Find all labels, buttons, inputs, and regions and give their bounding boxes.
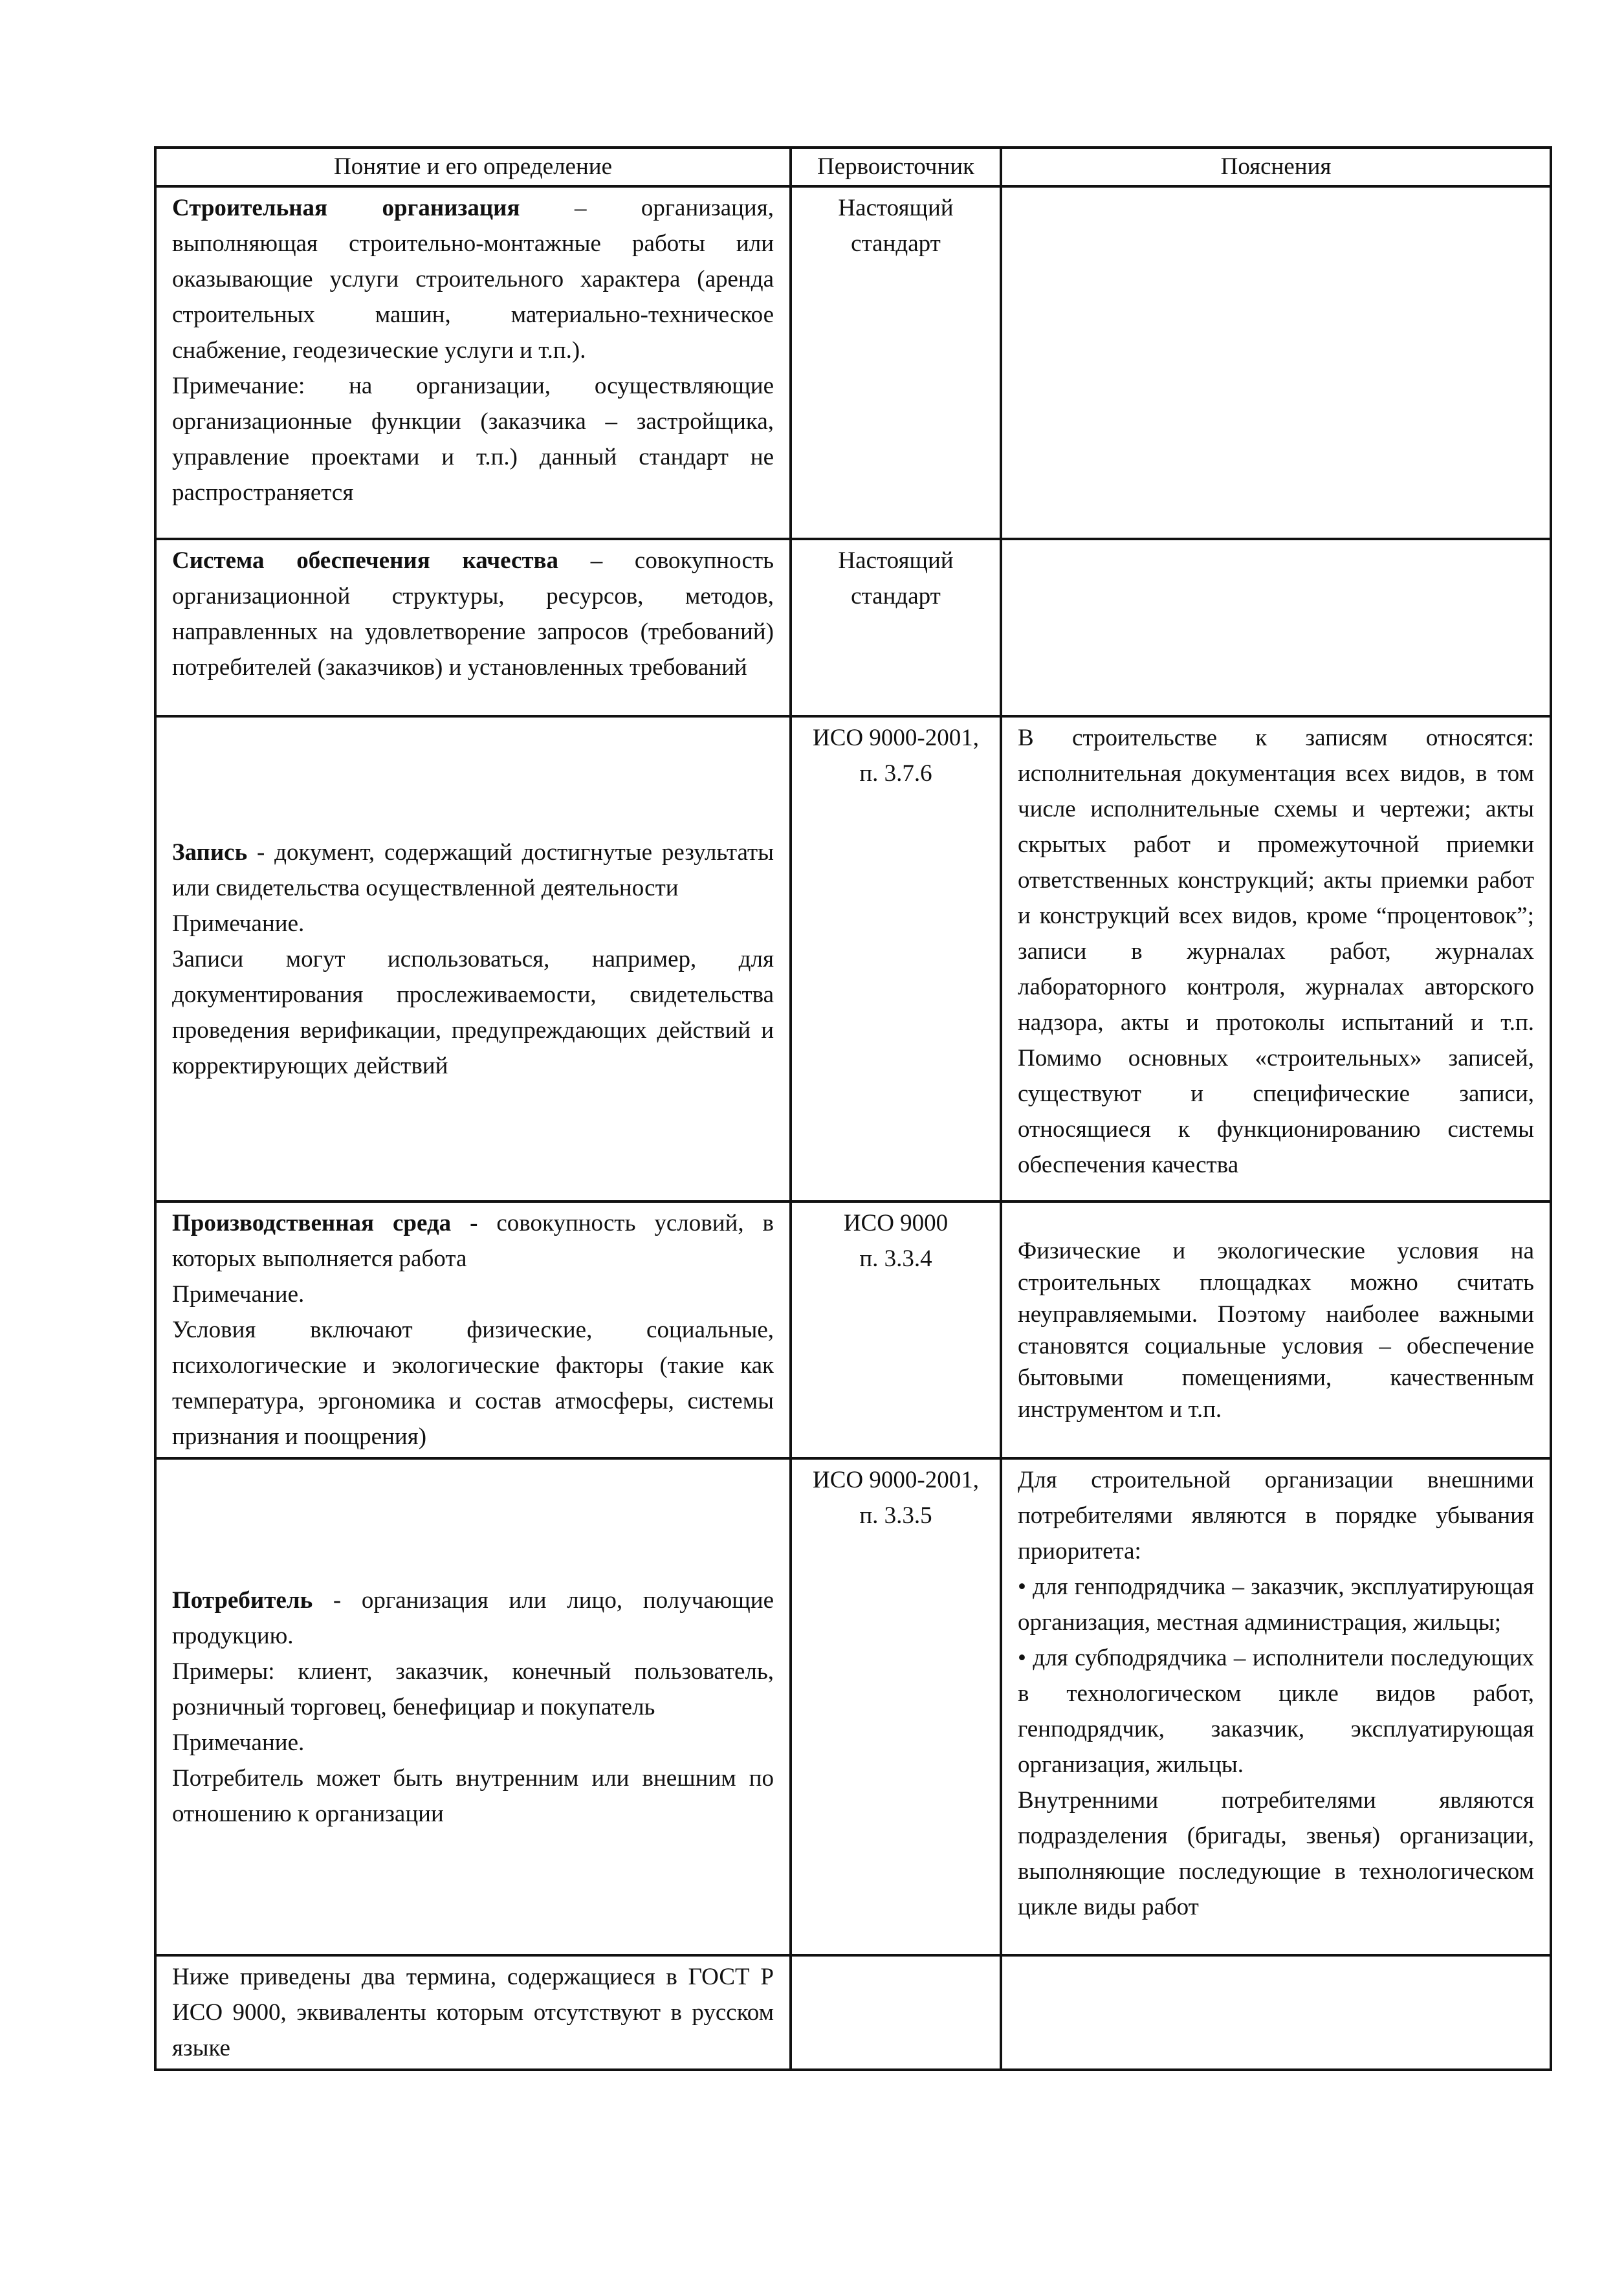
definition-cell <box>155 716 791 1201</box>
explanation-cell <box>1001 539 1551 716</box>
explanation-text: Внутренними потребителями являются подразделения (бригады, звенья) организации, выполняющие последующие в технологическом цикле виды работ <box>1018 1787 1534 1920</box>
table-row <box>155 186 1551 539</box>
table-row <box>155 1201 1551 1458</box>
term-definition: совокупность условий, в которых выполняется работа <box>172 1210 774 1272</box>
source-line: Настоящий <box>838 547 954 574</box>
term-definition: – совокупность организационной структуры, ресурсов, методов, направленных на удовлетворение запросов (требований) потребителей (заказчиков) и установленных требований <box>172 547 774 681</box>
examples-text: Примеры: клиент, заказчик, конечный пользователь, розничный торговец, бенефициар и покупатель <box>172 1658 774 1720</box>
term-definition: - организация или лицо, получающие продукцию. <box>172 1586 774 1649</box>
source-cell <box>791 716 1001 1201</box>
explanation-cell <box>1001 1201 1551 1458</box>
explanation-text: Для строительной организации внешними потребителями являются в порядке убывания приоритета: <box>1018 1467 1534 1564</box>
table-row <box>155 1955 1551 2070</box>
header-notes: Пояснения <box>1001 148 1551 186</box>
explanation-text: В строительстве к записям относятся: исполнительная документация всех видов, в том числе исполнительные схемы и чертежи; акты скрытых работ и промежуточной приемки ответственных конструкций; акты приемки работ и конструкций всех видов, кроме “процентовок”; записи в журналах работ, журналах лабораторного контроля, журналах авторского надзора, акты и протоколы испытаний и т.п. Помимо основных «строительных» записей, существуют и специфические записи, относящиеся к функционированию системы обеспечения качества <box>1018 725 1534 1178</box>
source-cell <box>791 1201 1001 1458</box>
source-line: стандарт <box>851 230 941 257</box>
source-cell <box>791 1458 1001 1955</box>
explanation-cell <box>1001 1955 1551 2070</box>
definition-cell <box>155 1458 791 1955</box>
note-text: Условия включают физические, социальные, психологические и экологические факторы (такие как температура, эргономика и состав атмосферы, системы признания и поощрения) <box>172 1317 774 1450</box>
explanation-cell <box>1001 1458 1551 1955</box>
explanation-cell <box>1001 716 1551 1201</box>
definition-cell <box>155 1955 791 2070</box>
term-definition: – организация, выполняющая строительно-монтажные работы или оказывающие услуги строительного характера (аренда строительных машин, материально-техническое снабжение, геодезические услуги и т.п.). <box>172 195 774 364</box>
header-source: Первоисточник <box>791 148 1001 186</box>
source-line: п. 3.3.4 <box>859 1245 932 1272</box>
note-text: Записи могут использоваться, например, для документирования прослеживаемости, свидетельства проведения верификации, предупреждающих действий и корректирующих действий <box>172 945 774 1079</box>
term-name: Потребитель <box>172 1586 313 1614</box>
note-label: Примечание. <box>172 1281 305 1308</box>
definition-cell <box>155 1201 791 1458</box>
note-label: Примечание. <box>172 910 305 937</box>
explanation-text: Физические и экологические условия на строительных площадках можно считать неуправляемыми. Поэтому наиболее важными становятся социальные условия – обеспечение бытовыми помещениями, качественным инструментом и т.п. <box>1018 1237 1534 1423</box>
intro-text: Ниже приведены два термина, содержащиеся в ГОСТ Р ИСО 9000, эквиваленты которым отсутствуют в русском языке <box>172 1964 774 2061</box>
note-text: Потребитель может быть внутренним или внешним по отношению к организации <box>172 1764 774 1827</box>
source-line: Настоящий <box>838 195 954 221</box>
header-concept: Понятие и его определение <box>155 148 791 186</box>
explanation-cell <box>1001 186 1551 539</box>
definition-cell <box>155 539 791 716</box>
table-row <box>155 716 1551 1201</box>
source-cell <box>791 539 1001 716</box>
explanation-bullet: • для субподрядчика – исполнители последующих в технологическом цикле видов работ, генподрядчик, заказчик, эксплуатирующая организация, жильцы. <box>1018 1645 1534 1778</box>
table-row <box>155 539 1551 716</box>
source-line: ИСО 9000-2001, <box>813 1467 979 1493</box>
terms-table <box>154 146 1552 2071</box>
note-label: Примечание. <box>172 1729 305 1756</box>
term-name: Производственная среда - <box>172 1210 478 1236</box>
table-row <box>155 1458 1551 1955</box>
source-cell <box>791 1955 1001 2070</box>
source-line: стандарт <box>851 583 941 609</box>
header-row <box>155 148 1551 186</box>
term-name: Система обеспечения качества <box>172 547 559 574</box>
source-line: п. 3.3.5 <box>859 1502 932 1529</box>
source-line: п. 3.7.6 <box>859 760 932 787</box>
explanation-bullet: • для генподрядчика – заказчик, эксплуатирующая организация, местная администрация, жильцы; <box>1018 1574 1534 1636</box>
note-text: Примечание: на организации, осуществляющие организационные функции (заказчика – застройщика, управление проектами и т.п.) данный стандарт не распространяется <box>172 373 774 506</box>
source-line: ИСО 9000-2001, <box>813 725 979 751</box>
term-name: Строительная организация <box>172 195 520 221</box>
term-name: Запись <box>172 839 248 866</box>
source-cell <box>791 186 1001 539</box>
term-definition: - документ, содержащий достигнутые результаты или свидетельства осуществленной деятельности <box>172 839 774 901</box>
source-line: ИСО 9000 <box>843 1210 949 1236</box>
definition-cell <box>155 186 791 539</box>
